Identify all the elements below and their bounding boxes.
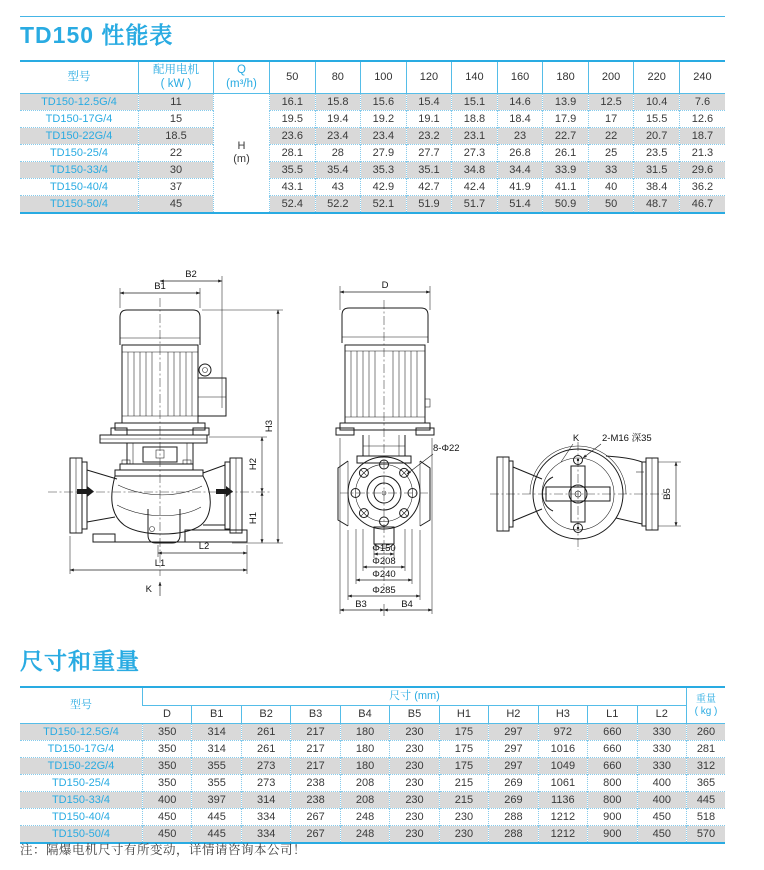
perf-head-value-cell: 15.8 [315, 94, 361, 111]
perf-head-value-cell: 23.2 [406, 128, 452, 145]
flow-arrow-in [77, 486, 94, 497]
perf-col-motor-line1: 配用电机 [153, 64, 199, 77]
perf-head-value-cell: 7.6 [679, 94, 725, 111]
dim-col-weight [687, 687, 726, 724]
dim-value-cell: 238 [291, 792, 340, 809]
dim-value-cell: 297 [489, 724, 538, 741]
dim-sub-header: L2 [637, 706, 686, 724]
perf-model-cell: TD150-22G/4 [20, 128, 139, 145]
perf-model-cell: TD150-50/4 [20, 196, 139, 214]
dim-value-cell: 230 [390, 724, 439, 741]
perf-head-value-cell: 23.1 [452, 128, 498, 145]
dim-value-cell: 445 [192, 826, 241, 844]
perf-flow-header: 50 [270, 61, 316, 94]
dim-weight-cell: 518 [687, 809, 726, 826]
dim-value-cell: 269 [489, 792, 538, 809]
dim-value-cell: 215 [439, 792, 488, 809]
dim-label-k-top: K [572, 433, 580, 444]
perf-head-value-cell: 23.6 [270, 128, 316, 145]
dim-sub-header: B5 [390, 706, 439, 724]
dim-weight-cell: 312 [687, 758, 726, 775]
dim-value-cell: 175 [439, 758, 488, 775]
dim-col-weight-line2: ( kg ) [694, 705, 718, 717]
perf-head-value-cell: 25 [588, 145, 634, 162]
dim-weight-cell: 281 [687, 741, 726, 758]
perf-model-cell: TD150-17G/4 [20, 111, 139, 128]
perf-head-value-cell: 38.4 [634, 179, 680, 196]
perf-table-row [20, 145, 725, 162]
dim-table-body [20, 724, 725, 844]
dim-sub-header: L1 [588, 706, 637, 724]
perf-table-row [20, 162, 725, 179]
dim-value-cell: 450 [637, 809, 686, 826]
perf-header-row [20, 61, 725, 94]
perf-head-value-cell: 43.1 [270, 179, 316, 196]
dim-col-weight-line1: 重量 [696, 694, 716, 705]
dimension-weight-table [20, 686, 725, 844]
perf-flow-header: 220 [634, 61, 680, 94]
dim-value-cell: 180 [340, 741, 389, 758]
perf-head-value-cell: 42.7 [406, 179, 452, 196]
perf-head-value-cell: 19.1 [406, 111, 452, 128]
perf-col-flow-line2: (m³/h) [226, 77, 257, 90]
dim-table-row [20, 775, 725, 792]
dim-value-cell: 215 [439, 775, 488, 792]
perf-head-value-cell: 48.7 [634, 196, 680, 214]
dim-col-group: 尺寸 (mm) [143, 687, 687, 706]
dim-table-row [20, 809, 725, 826]
dim-value-cell: 350 [143, 758, 192, 775]
dim-value-cell: 208 [340, 775, 389, 792]
dim-value-cell: 1016 [538, 741, 587, 758]
dim-model-cell: TD150-25/4 [20, 775, 143, 792]
perf-head-value-cell: 27.7 [406, 145, 452, 162]
perf-head-value-cell: 23.4 [315, 128, 361, 145]
dim-label-l1: L1 [154, 558, 166, 569]
perf-head-value-cell: 23.5 [634, 145, 680, 162]
dim-label-dia240: Φ240 [372, 569, 396, 580]
dim-value-cell: 261 [241, 741, 290, 758]
dimension-table-header [20, 687, 725, 724]
perf-head-value-cell: 13.9 [543, 94, 589, 111]
dim-value-cell: 217 [291, 724, 340, 741]
dim-label-b5: B5 [662, 488, 673, 500]
perf-head-value-cell: 52.4 [270, 196, 316, 214]
perf-col-motor [139, 61, 214, 94]
dimension-table-title: 尺寸和重量 [20, 648, 140, 674]
perf-head-value-cell: 34.4 [497, 162, 543, 179]
perf-head-value-cell: 52.1 [361, 196, 407, 214]
perf-flow-header: 180 [543, 61, 589, 94]
perf-col-motor-line2: ( kW ) [160, 77, 192, 90]
dim-sub-header: H2 [489, 706, 538, 724]
perf-head-value-cell: 16.1 [270, 94, 316, 111]
perf-power-cell: 11 [139, 94, 214, 111]
perf-flow-header: 160 [497, 61, 543, 94]
perf-head-value-cell: 14.6 [497, 94, 543, 111]
perf-head-value-cell: 33 [588, 162, 634, 179]
perf-table-row [20, 179, 725, 196]
perf-model-cell: TD150-33/4 [20, 162, 139, 179]
dim-value-cell: 267 [291, 809, 340, 826]
dim-value-cell: 267 [291, 826, 340, 844]
perf-head-value-cell: 15.6 [361, 94, 407, 111]
dim-label-h1: H1 [248, 511, 259, 525]
perf-flow-header: 100 [361, 61, 407, 94]
dim-value-cell: 660 [588, 724, 637, 741]
dim-value-cell: 297 [489, 741, 538, 758]
dim-value-cell: 273 [241, 775, 290, 792]
perf-head-value-cell: 35.5 [270, 162, 316, 179]
perf-power-cell: 18.5 [139, 128, 214, 145]
dim-value-cell: 175 [439, 724, 488, 741]
perf-table-row [20, 196, 725, 214]
perf-head-value-cell: 19.5 [270, 111, 316, 128]
dim-value-cell: 400 [637, 792, 686, 809]
dim-value-cell: 397 [192, 792, 241, 809]
perf-table-row [20, 94, 725, 111]
perf-head-value-cell: 28.1 [270, 145, 316, 162]
dim-label-h3: H3 [264, 419, 275, 433]
dim-value-cell: 230 [390, 741, 439, 758]
dim-table-row [20, 792, 725, 809]
perf-head-value-cell: 23 [497, 128, 543, 145]
dim-value-cell: 297 [489, 758, 538, 775]
dim-value-cell: 217 [291, 741, 340, 758]
dim-value-cell: 800 [588, 792, 637, 809]
dim-weight-cell: 365 [687, 775, 726, 792]
dim-label-dia285: Φ285 [372, 585, 396, 596]
dim-weight-cell: 260 [687, 724, 726, 741]
perf-head-value-cell: 50 [588, 196, 634, 214]
perf-head-value-cell: 41.1 [543, 179, 589, 196]
dim-value-cell: 314 [241, 792, 290, 809]
perf-head-value-cell: 22.7 [543, 128, 589, 145]
pump-front-view-drawing [336, 280, 460, 616]
perf-head-value-cell: 23.4 [361, 128, 407, 145]
perf-head-unit-line1: H [237, 139, 246, 152]
dim-value-cell: 350 [143, 775, 192, 792]
pump-top-view-drawing [490, 433, 681, 550]
perf-flow-header: 140 [452, 61, 498, 94]
perf-col-flow [214, 61, 270, 94]
dim-label-l2: L2 [198, 541, 210, 552]
dim-table-row [20, 724, 725, 741]
perf-head-value-cell: 51.4 [497, 196, 543, 214]
dim-value-cell: 660 [588, 758, 637, 775]
perf-head-value-cell: 36.2 [679, 179, 725, 196]
dim-table-row [20, 741, 725, 758]
perf-flow-header: 80 [315, 61, 361, 94]
dim-value-cell: 800 [588, 775, 637, 792]
dim-label-b1: B1 [154, 281, 166, 292]
dim-label-dia150: Φ150 [372, 543, 396, 554]
perf-head-value-cell: 35.3 [361, 162, 407, 179]
dim-value-cell: 1212 [538, 826, 587, 844]
dim-value-cell: 230 [439, 809, 488, 826]
dim-label-b4: B4 [401, 599, 413, 610]
dim-value-cell: 230 [390, 826, 439, 844]
dim-value-cell: 180 [340, 724, 389, 741]
dim-sub-header: B3 [291, 706, 340, 724]
dim-value-cell: 1061 [538, 775, 587, 792]
dim-sub-header: H3 [538, 706, 587, 724]
perf-col-model: 型号 [20, 61, 139, 94]
dim-value-cell: 355 [192, 758, 241, 775]
dim-value-cell: 450 [143, 826, 192, 844]
perf-head-value-cell: 21.3 [679, 145, 725, 162]
dim-header-row-group [20, 687, 725, 706]
perf-head-value-cell: 33.9 [543, 162, 589, 179]
perf-head-value-cell: 35.1 [406, 162, 452, 179]
perf-flow-header: 120 [406, 61, 452, 94]
perf-head-value-cell: 10.4 [634, 94, 680, 111]
dim-value-cell: 273 [241, 758, 290, 775]
dim-value-cell: 330 [637, 724, 686, 741]
dim-value-cell: 400 [637, 775, 686, 792]
performance-table-title: TD150 性能表 [20, 22, 174, 48]
dim-label-h2: H2 [248, 457, 259, 471]
perf-flow-header: 200 [588, 61, 634, 94]
dim-sub-header: H1 [439, 706, 488, 724]
dim-value-cell: 334 [241, 826, 290, 844]
dim-label-tap-callout: 2-M16 深35 [602, 433, 652, 444]
perf-col-flow-line1: Q [237, 64, 246, 77]
dim-label-b2: B2 [185, 269, 197, 280]
dim-value-cell: 180 [340, 758, 389, 775]
dim-value-cell: 238 [291, 775, 340, 792]
perf-head-value-cell: 15.1 [452, 94, 498, 111]
dim-label-k-side: K [145, 584, 152, 595]
dim-value-cell: 230 [390, 792, 439, 809]
perf-head-value-cell: 18.8 [452, 111, 498, 128]
dim-model-cell: TD150-33/4 [20, 792, 143, 809]
dim-model-cell: TD150-40/4 [20, 809, 143, 826]
dim-value-cell: 660 [588, 741, 637, 758]
footnote: 注：隔爆电机尺寸有所变动，详情请咨询本公司！ [20, 843, 307, 857]
perf-head-value-cell: 26.8 [497, 145, 543, 162]
dim-model-cell: TD150-12.5G/4 [20, 724, 143, 741]
dim-label-b3: B3 [355, 599, 367, 610]
dim-value-cell: 350 [143, 741, 192, 758]
perf-head-value-cell: 17.9 [543, 111, 589, 128]
dim-value-cell: 217 [291, 758, 340, 775]
dim-value-cell: 330 [637, 758, 686, 775]
dim-value-cell: 314 [192, 724, 241, 741]
perf-head-value-cell: 34.8 [452, 162, 498, 179]
dim-value-cell: 972 [538, 724, 587, 741]
dim-sub-header: B4 [340, 706, 389, 724]
perf-head-value-cell: 31.5 [634, 162, 680, 179]
perf-head-value-cell: 12.6 [679, 111, 725, 128]
perf-table-row [20, 111, 725, 128]
dim-sub-header: B1 [192, 706, 241, 724]
perf-head-value-cell: 52.2 [315, 196, 361, 214]
perf-head-value-cell: 15.4 [406, 94, 452, 111]
perf-head-value-cell: 17 [588, 111, 634, 128]
dim-col-model: 型号 [20, 687, 143, 724]
dim-value-cell: 230 [390, 809, 439, 826]
dim-value-cell: 230 [390, 775, 439, 792]
dim-sub-header: B2 [241, 706, 290, 724]
dim-value-cell: 900 [588, 826, 637, 844]
perf-power-cell: 22 [139, 145, 214, 162]
dim-value-cell: 1212 [538, 809, 587, 826]
dim-value-cell: 355 [192, 775, 241, 792]
perf-head-value-cell: 46.7 [679, 196, 725, 214]
dim-label-bolt-callout: 8-Φ22 [433, 443, 460, 454]
dim-value-cell: 450 [143, 809, 192, 826]
perf-model-cell: TD150-40/4 [20, 179, 139, 196]
perf-head-unit-cell [214, 94, 270, 214]
perf-head-value-cell: 26.1 [543, 145, 589, 162]
perf-head-value-cell: 19.2 [361, 111, 407, 128]
perf-head-value-cell: 19.4 [315, 111, 361, 128]
perf-head-value-cell: 22 [588, 128, 634, 145]
perf-head-value-cell: 28 [315, 145, 361, 162]
perf-head-value-cell: 29.6 [679, 162, 725, 179]
dim-value-cell: 450 [637, 826, 686, 844]
dim-value-cell: 314 [192, 741, 241, 758]
perf-head-value-cell: 43 [315, 179, 361, 196]
perf-head-value-cell: 41.9 [497, 179, 543, 196]
perf-power-cell: 37 [139, 179, 214, 196]
perf-head-value-cell: 42.4 [452, 179, 498, 196]
dim-value-cell: 1136 [538, 792, 587, 809]
perf-model-cell: TD150-12.5G/4 [20, 94, 139, 111]
performance-table [20, 60, 725, 214]
dim-value-cell: 1049 [538, 758, 587, 775]
dim-value-cell: 900 [588, 809, 637, 826]
dim-value-cell: 330 [637, 741, 686, 758]
dim-value-cell: 175 [439, 741, 488, 758]
pump-side-view-drawing [48, 269, 283, 596]
perf-head-value-cell: 51.9 [406, 196, 452, 214]
perf-head-value-cell: 18.7 [679, 128, 725, 145]
dim-sub-header: D [143, 706, 192, 724]
perf-head-value-cell: 40 [588, 179, 634, 196]
perf-head-value-cell: 27.9 [361, 145, 407, 162]
perf-table-row [20, 128, 725, 145]
perf-head-value-cell: 18.4 [497, 111, 543, 128]
dim-value-cell: 445 [192, 809, 241, 826]
dim-model-cell: TD150-22G/4 [20, 758, 143, 775]
dim-value-cell: 269 [489, 775, 538, 792]
perf-head-value-cell: 15.5 [634, 111, 680, 128]
perf-head-unit-line2: (m) [233, 153, 250, 165]
performance-table-header [20, 61, 725, 94]
perf-flow-header: 240 [679, 61, 725, 94]
dim-label-dia208: Φ208 [372, 556, 396, 567]
dim-value-cell: 350 [143, 724, 192, 741]
dim-label-d: D [381, 280, 389, 291]
dim-model-cell: TD150-17G/4 [20, 741, 143, 758]
dim-model-cell: TD150-50/4 [20, 826, 143, 844]
perf-power-cell: 45 [139, 196, 214, 214]
perf-power-cell: 15 [139, 111, 214, 128]
dim-value-cell: 208 [340, 792, 389, 809]
dim-value-cell: 248 [340, 826, 389, 844]
perf-head-value-cell: 51.7 [452, 196, 498, 214]
dim-value-cell: 248 [340, 809, 389, 826]
perf-model-cell: TD150-25/4 [20, 145, 139, 162]
perf-table-body [20, 94, 725, 214]
perf-head-value-cell: 20.7 [634, 128, 680, 145]
pump-dimension-drawings [0, 258, 764, 638]
dim-value-cell: 230 [390, 758, 439, 775]
perf-head-value-cell: 35.4 [315, 162, 361, 179]
top-divider-rule [20, 16, 725, 17]
dim-value-cell: 334 [241, 809, 290, 826]
dim-value-cell: 230 [439, 826, 488, 844]
perf-power-cell: 30 [139, 162, 214, 179]
dim-table-row [20, 758, 725, 775]
dim-value-cell: 400 [143, 792, 192, 809]
perf-head-value-cell: 50.9 [543, 196, 589, 214]
dim-value-cell: 261 [241, 724, 290, 741]
dim-weight-cell: 445 [687, 792, 726, 809]
perf-head-value-cell: 27.3 [452, 145, 498, 162]
perf-head-value-cell: 42.9 [361, 179, 407, 196]
dim-value-cell: 288 [489, 809, 538, 826]
dim-weight-cell: 570 [687, 826, 726, 844]
perf-head-value-cell: 12.5 [588, 94, 634, 111]
dim-value-cell: 288 [489, 826, 538, 844]
